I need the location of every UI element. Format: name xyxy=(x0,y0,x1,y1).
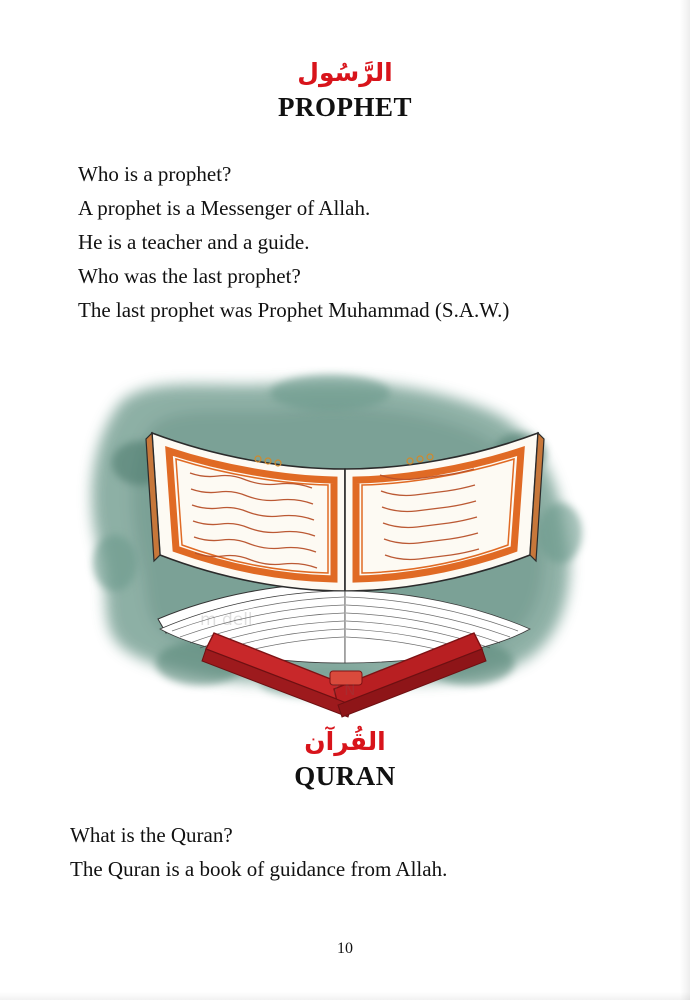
prophet-english-title: PROPHET xyxy=(277,92,412,122)
prophet-line-3: He is a teacher and a guide. xyxy=(78,230,310,255)
quran-illustration-svg xyxy=(0,333,690,733)
prophet-body-text xyxy=(0,157,690,327)
prophet-arabic-title: الرَّسُول xyxy=(297,58,393,87)
page-number: 10 xyxy=(337,940,353,957)
prophet-line-5: The last prophet was Prophet Muhammad (S.A.W.) xyxy=(78,298,510,323)
quran-line-1: What is the Quran? xyxy=(70,823,233,848)
prophet-line-1: Who is a prophet? xyxy=(78,162,232,186)
quran-body-text xyxy=(0,818,690,886)
prophet-line-4: Who was the last prophet? xyxy=(78,264,301,289)
quran-english-title: QURAN xyxy=(294,761,396,792)
svg-text:m dell: m dell xyxy=(200,610,253,631)
quran-heading xyxy=(0,727,690,792)
svg-text:7 N: 7 N xyxy=(330,681,356,700)
quran-line-2: The Quran is a book of guidance from Allah. xyxy=(70,857,448,882)
prophet-line-2: A prophet is a Messenger of Allah. xyxy=(78,196,371,221)
quran-illustration xyxy=(0,333,690,733)
quran-arabic-title: القُرآن xyxy=(304,727,386,757)
prophet-heading xyxy=(0,0,690,123)
